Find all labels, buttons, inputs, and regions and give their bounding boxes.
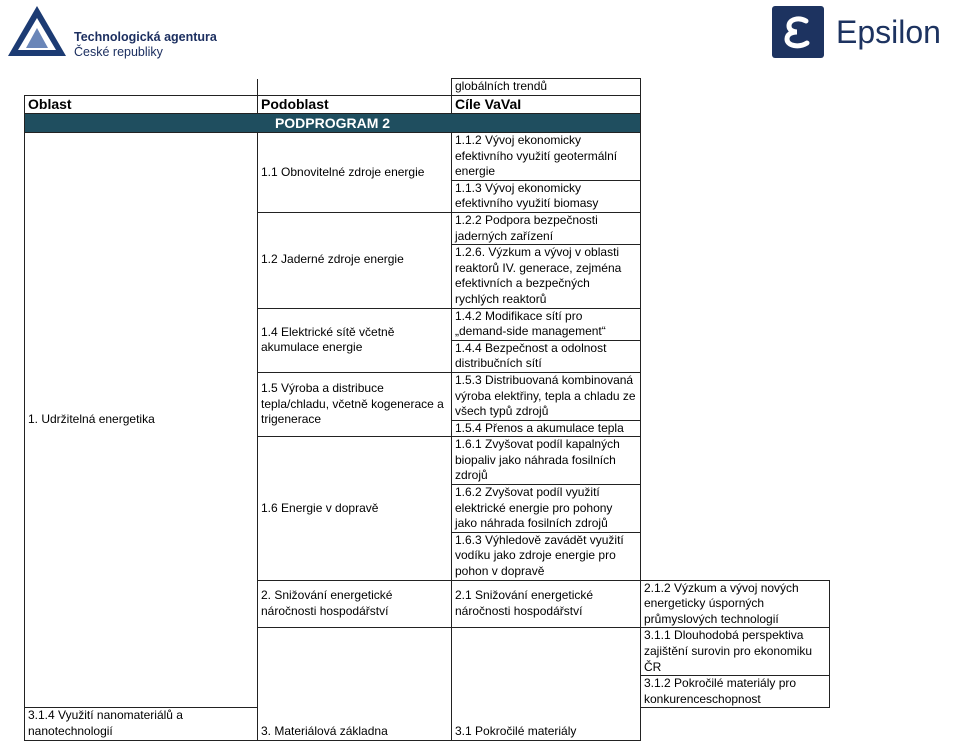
podoblast-1-1: 1.1 Obnovitelné zdroje energie bbox=[258, 133, 452, 213]
epsilon-logo bbox=[772, 6, 960, 60]
goal-1-4-4: 1.4.4 Bezpečnost a odolnost distribučních sítí bbox=[452, 340, 641, 372]
goal-1-2-2: 1.2.2 Podpora bezpečnosti jaderných zařízení bbox=[452, 212, 641, 244]
tacr-logo-line1: Technologická agentura bbox=[74, 30, 217, 44]
goal-3-1-1: 3.1.1 Dlouhodobá perspektiva zajištění surovin pro ekonomiku ČR bbox=[641, 628, 830, 676]
tacr-logo-line2: České republiky bbox=[74, 45, 163, 59]
goal-1-6-3: 1.6.3 Výhledově zavádět využití vodíku jako zdroje energie pro pohon v dopravě bbox=[452, 532, 641, 580]
podoblast-3-1: 3.1 Pokročilé materiály bbox=[452, 628, 641, 740]
podoblast-2-1: 2.1 Snižování energetické náročnosti hospodářství bbox=[452, 580, 641, 628]
goal-1-6-1: 1.6.1 Zvyšovat podíl kapalných biopaliv jako náhrada fosilních zdrojů bbox=[452, 437, 641, 485]
goal-1-5-4: 1.5.4 Přenos a akumulace tepla bbox=[452, 420, 641, 437]
goal-2-1-2: 2.1.2 Výzkum a vývoj nových energeticky úsporných průmyslových technologií bbox=[641, 580, 830, 628]
goal-1-4-2: 1.4.2 Modifikace sítí pro „demand-side management“ bbox=[452, 308, 641, 340]
epsilon-logo-word: Epsilon bbox=[836, 14, 941, 50]
oblast-2: 2. Snižování energetické náročnosti hospodářství bbox=[258, 580, 452, 628]
goal-1-2-6: 1.2.6. Výzkum a vývoj v oblasti reaktorů IV. generace, zejména efektivních a bezpečných rychlých reaktorů bbox=[452, 245, 641, 308]
goal-1-5-3: 1.5.3 Distribuovaná kombinovaná výroba elektřiny, tepla a chladu ze všech typů zdrojů bbox=[452, 372, 641, 420]
header-oblast: Oblast bbox=[25, 96, 258, 114]
goal-1-1-3: 1.1.3 Vývoj ekonomicky efektivního využití biomasy bbox=[452, 180, 641, 212]
podoblast-1-4: 1.4 Elektrické sítě včetně akumulace energie bbox=[258, 308, 452, 372]
tacr-triangle-icon bbox=[6, 4, 68, 58]
program-table bbox=[24, 78, 830, 741]
tacr-logo bbox=[6, 4, 216, 60]
oblast-3: 3. Materiálová základna bbox=[258, 628, 452, 740]
goal-1-6-2: 1.6.2 Zvyšovat podíl využití elektrické energie pro pohony jako náhrada fosilních zdrojů bbox=[452, 485, 641, 533]
epsilon-mark-icon bbox=[772, 6, 824, 58]
goal-3-1-4: 3.1.4 Využití nanomateriálů a nanotechnologií bbox=[25, 708, 258, 740]
header-cile: Cíle VaVaI bbox=[452, 96, 641, 114]
oblast-1: 1. Udržitelná energetika bbox=[25, 133, 258, 708]
header-podoblast: Podoblast bbox=[258, 96, 452, 114]
podoblast-1-5: 1.5 Výroba a distribuce tepla/chladu, včetně kogenerace a trigenerace bbox=[258, 372, 452, 436]
podoblast-1-6: 1.6 Energie v dopravě bbox=[258, 437, 452, 580]
podoblast-1-2: 1.2 Jaderné zdroje energie bbox=[258, 212, 452, 308]
goal-1-1-2: 1.1.2 Vývoj ekonomicky efektivního využití geotermální energie bbox=[452, 133, 641, 181]
program-title: PODPROGRAM 2 bbox=[25, 114, 641, 133]
goal-3-1-2: 3.1.2 Pokročilé materiály pro konkurenceschopnost bbox=[641, 676, 830, 708]
goal-fragment: globálních trendů bbox=[452, 79, 641, 96]
